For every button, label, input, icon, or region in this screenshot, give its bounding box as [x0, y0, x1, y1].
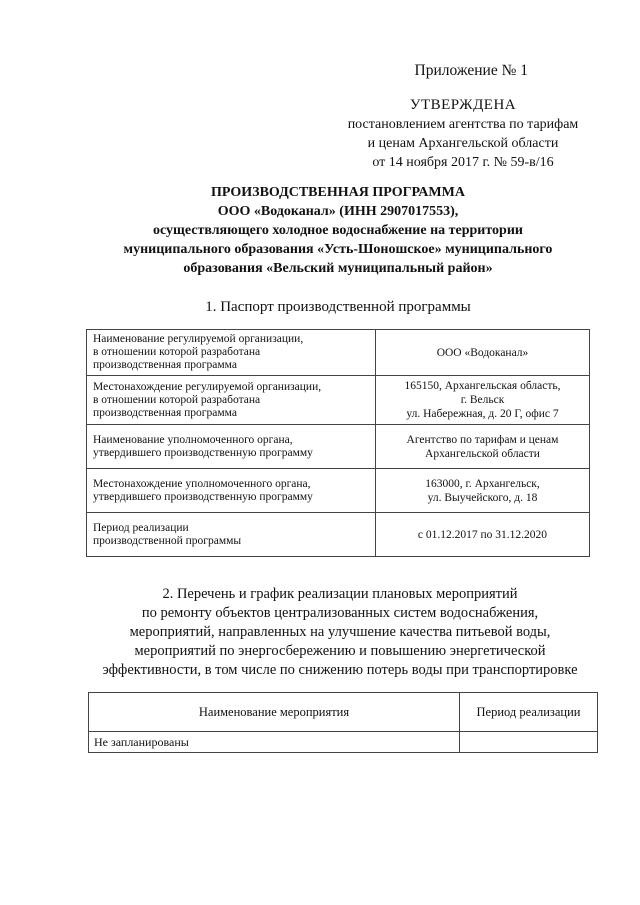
passport-value	[376, 376, 590, 425]
label-line: утвердившего производственную программу	[93, 490, 313, 503]
passport-label	[87, 425, 376, 469]
label-line: производственной программы	[93, 534, 242, 547]
label-line: Местонахождение уполномоченного органа,	[93, 477, 311, 490]
appendix-number: Приложение № 1	[414, 62, 528, 79]
table-row	[87, 513, 590, 557]
value-line: Агентство по тарифам и ценам	[406, 433, 559, 446]
title-line: осуществляющего холодное водоснабжение на территории	[153, 223, 523, 238]
section-2-heading	[60, 585, 620, 680]
passport-label	[87, 330, 376, 376]
heading-line: мероприятий по энергосбережению и повышению энергетической	[134, 643, 546, 659]
heading-line: эффективности, в том числе по снижению потерь воды при транспортировке	[102, 662, 578, 678]
passport-table	[86, 329, 590, 557]
passport-value	[376, 330, 590, 376]
value-line: ООО «Водоканал»	[436, 346, 529, 359]
value-line: г. Вельск	[460, 394, 505, 406]
section-1-heading: 1. Паспорт производственной программы	[205, 299, 471, 315]
value-line: 165150, Архангельская область,	[404, 380, 561, 392]
approval-block	[328, 96, 598, 172]
passport-label	[87, 513, 376, 557]
table-header-row	[89, 693, 598, 732]
column-header-period: Период реализации	[460, 693, 598, 732]
label-line: Наименование регулируемой организации,	[93, 333, 304, 345]
label-line: производственная программа	[93, 359, 237, 371]
value-line: 163000, г. Архангельск,	[425, 477, 540, 490]
label-line: Местонахождение регулируемой организации,	[93, 380, 322, 393]
value-line: Архангельской области	[425, 447, 540, 460]
passport-label	[87, 469, 376, 513]
title-line: ООО «Водоканал» (ИНН 2907017553),	[217, 204, 459, 219]
approval-stamp: УТВЕРЖДЕНА	[409, 97, 517, 113]
label-line: утвердившего производственную программу	[93, 446, 313, 459]
table-row	[89, 732, 598, 753]
value-line: ул. Выучейского, д. 18	[427, 491, 538, 504]
passport-value	[376, 513, 590, 557]
column-header-name: Наименование мероприятия	[89, 693, 460, 732]
heading-line: 2. Перечень и график реализации плановых мероприятий	[162, 586, 518, 602]
label-line: производственная программа	[93, 406, 237, 419]
title-line: муниципального образования «Усть-Шоношское» муниципального	[123, 242, 553, 257]
table-row	[87, 469, 590, 513]
heading-line: мероприятий, направленных на улучшение качества питьевой воды,	[129, 624, 551, 640]
label-line: в отношении которой разработана	[93, 346, 261, 358]
passport-value	[376, 425, 590, 469]
value-line: ул. Набережная, д. 20 Г, офис 7	[406, 408, 559, 420]
label-line: Период реализации	[93, 521, 189, 534]
label-line: Наименование уполномоченного органа,	[93, 433, 293, 446]
table-row	[87, 330, 590, 376]
title-line: образования «Вельский муниципальный район»	[183, 261, 493, 276]
value-line: с 01.12.2017 по 31.12.2020	[417, 528, 548, 541]
event-name-cell: Не запланированы	[89, 732, 460, 753]
heading-line: по ремонту объектов централизованных систем водоснабжения,	[141, 605, 539, 621]
approval-line: от 14 ноября 2017 г. № 59-в/16	[372, 155, 554, 170]
passport-label	[87, 376, 376, 425]
approval-line: постановлением агентства по тарифам	[347, 117, 579, 132]
event-period-cell	[460, 732, 598, 753]
table-row	[87, 376, 590, 425]
events-table	[88, 692, 598, 753]
table-row	[87, 425, 590, 469]
passport-value	[376, 469, 590, 513]
approval-line: и ценам Архангельской области	[367, 136, 559, 151]
title-line: ПРОИЗВОДСТВЕННАЯ ПРОГРАММА	[211, 185, 465, 200]
document-title	[88, 183, 588, 278]
label-line: в отношении которой разработана	[93, 393, 261, 406]
